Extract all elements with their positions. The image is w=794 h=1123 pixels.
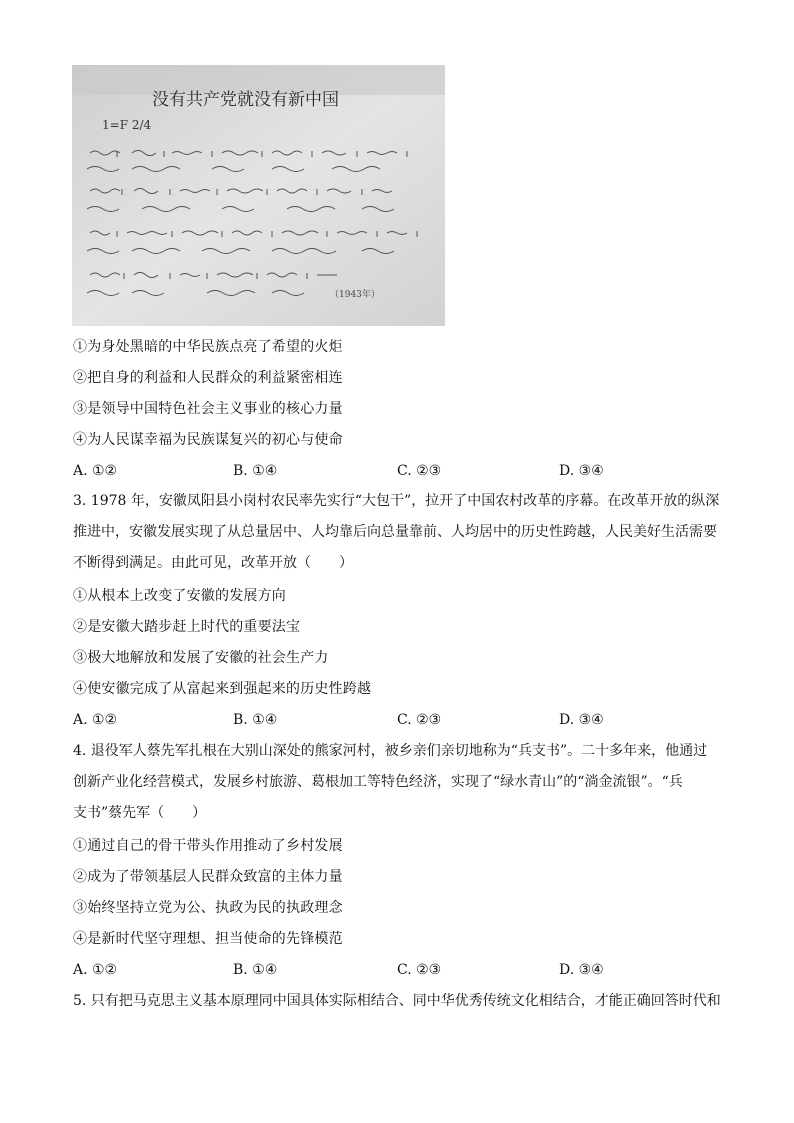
score-title: 没有共产党就没有新中国 — [152, 90, 339, 110]
q4-stem — [73, 736, 723, 829]
q3-stem — [73, 486, 723, 579]
q4-choices — [73, 960, 723, 980]
q2-option-3: ③是领导中国特色社会主义事业的核心力量 — [73, 401, 343, 417]
q3-choice-a[interactable]: A. ①② — [73, 712, 118, 728]
q3-choice-c[interactable]: C. ②③ — [397, 712, 442, 728]
q4-choice-b[interactable]: B. ①④ — [233, 962, 278, 978]
q3-stem-line: 不断得到满足。由此可见，改革开放（ ） — [73, 555, 353, 571]
q2-choice-c[interactable]: C. ②③ — [397, 463, 442, 479]
q3-option-1: ①从根本上改变了安徽的发展方向 — [73, 588, 286, 604]
q2-option-2: ②把自身的利益和人民群众的利益紧密相连 — [73, 370, 343, 386]
handwritten-score-image — [72, 65, 445, 326]
q4-option-2: ②成为了带领基层人民群众致富的主体力量 — [73, 869, 343, 885]
score-key: 1=F 2/4 — [102, 118, 152, 132]
q4-option-4: ④是新时代坚守理想、担当使命的先锋模范 — [73, 931, 343, 947]
q3-choices — [73, 710, 723, 730]
q5-stem — [73, 986, 723, 1017]
q4-choice-d[interactable]: D. ③④ — [559, 962, 604, 978]
q5-stem-line: 5. 只有把马克思主义基本原理同中国具体实际相结合、同中华优秀传统文化相结合，才能正确回答时代和 — [73, 993, 721, 1009]
q2-choice-d[interactable]: D. ③④ — [559, 463, 604, 479]
q3-option-4: ④使安徽完成了从富起来到强起来的历史性跨越 — [73, 681, 372, 697]
q2-option-4: ④为人民谋幸福为民族谋复兴的初心与使命 — [73, 432, 343, 448]
q4-option-3: ③始终坚持立党为公、执政为民的执政理念 — [73, 900, 343, 916]
q3-choice-b[interactable]: B. ①④ — [233, 712, 278, 728]
q4-stem-line: 支书”蔡先军（ ） — [73, 805, 207, 821]
q4-stem-line: 4. 退役军人蔡先军扎根在大别山深处的熊家河村，被乡亲们亲切地称为“兵支书”。二十多年来，他通过 — [73, 743, 708, 759]
score-year-note: （1943年） — [330, 290, 380, 300]
q2-choices — [73, 461, 723, 481]
q3-option-2: ②是安徽大踏步赶上时代的重要法宝 — [73, 619, 301, 635]
q2-choice-b[interactable]: B. ①④ — [233, 463, 278, 479]
q4-stem-line: 创新产业化经营模式，发展乡村旅游、葛根加工等特色经济，实现了“绿水青山”的“淌金流银”。“兵 — [73, 774, 683, 790]
q4-choice-a[interactable]: A. ①② — [73, 962, 118, 978]
q4-option-1: ①通过自己的骨干带头作用推动了乡村发展 — [73, 838, 343, 854]
q3-option-3: ③极大地解放和发展了安徽的社会生产力 — [73, 650, 329, 666]
q2-option-1: ①为身处黑暗的中华民族点亮了希望的火炬 — [73, 339, 343, 355]
q3-stem-line: 3. 1978 年，安徽凤阳县小岗村农民率先实行“大包干”，拉开了中国农村改革的序幕。在改革开放的纵深 — [73, 493, 720, 509]
q2-choice-a[interactable]: A. ①② — [73, 463, 118, 479]
q4-choice-c[interactable]: C. ②③ — [397, 962, 442, 978]
handwritten-score-photo — [72, 65, 445, 326]
q3-choice-d[interactable]: D. ③④ — [559, 712, 604, 728]
q3-stem-line: 推进中，安徽发展实现了从总量居中、人均靠后向总量靠前、人均居中的历史性跨越，人民美好生活需要 — [73, 524, 717, 540]
